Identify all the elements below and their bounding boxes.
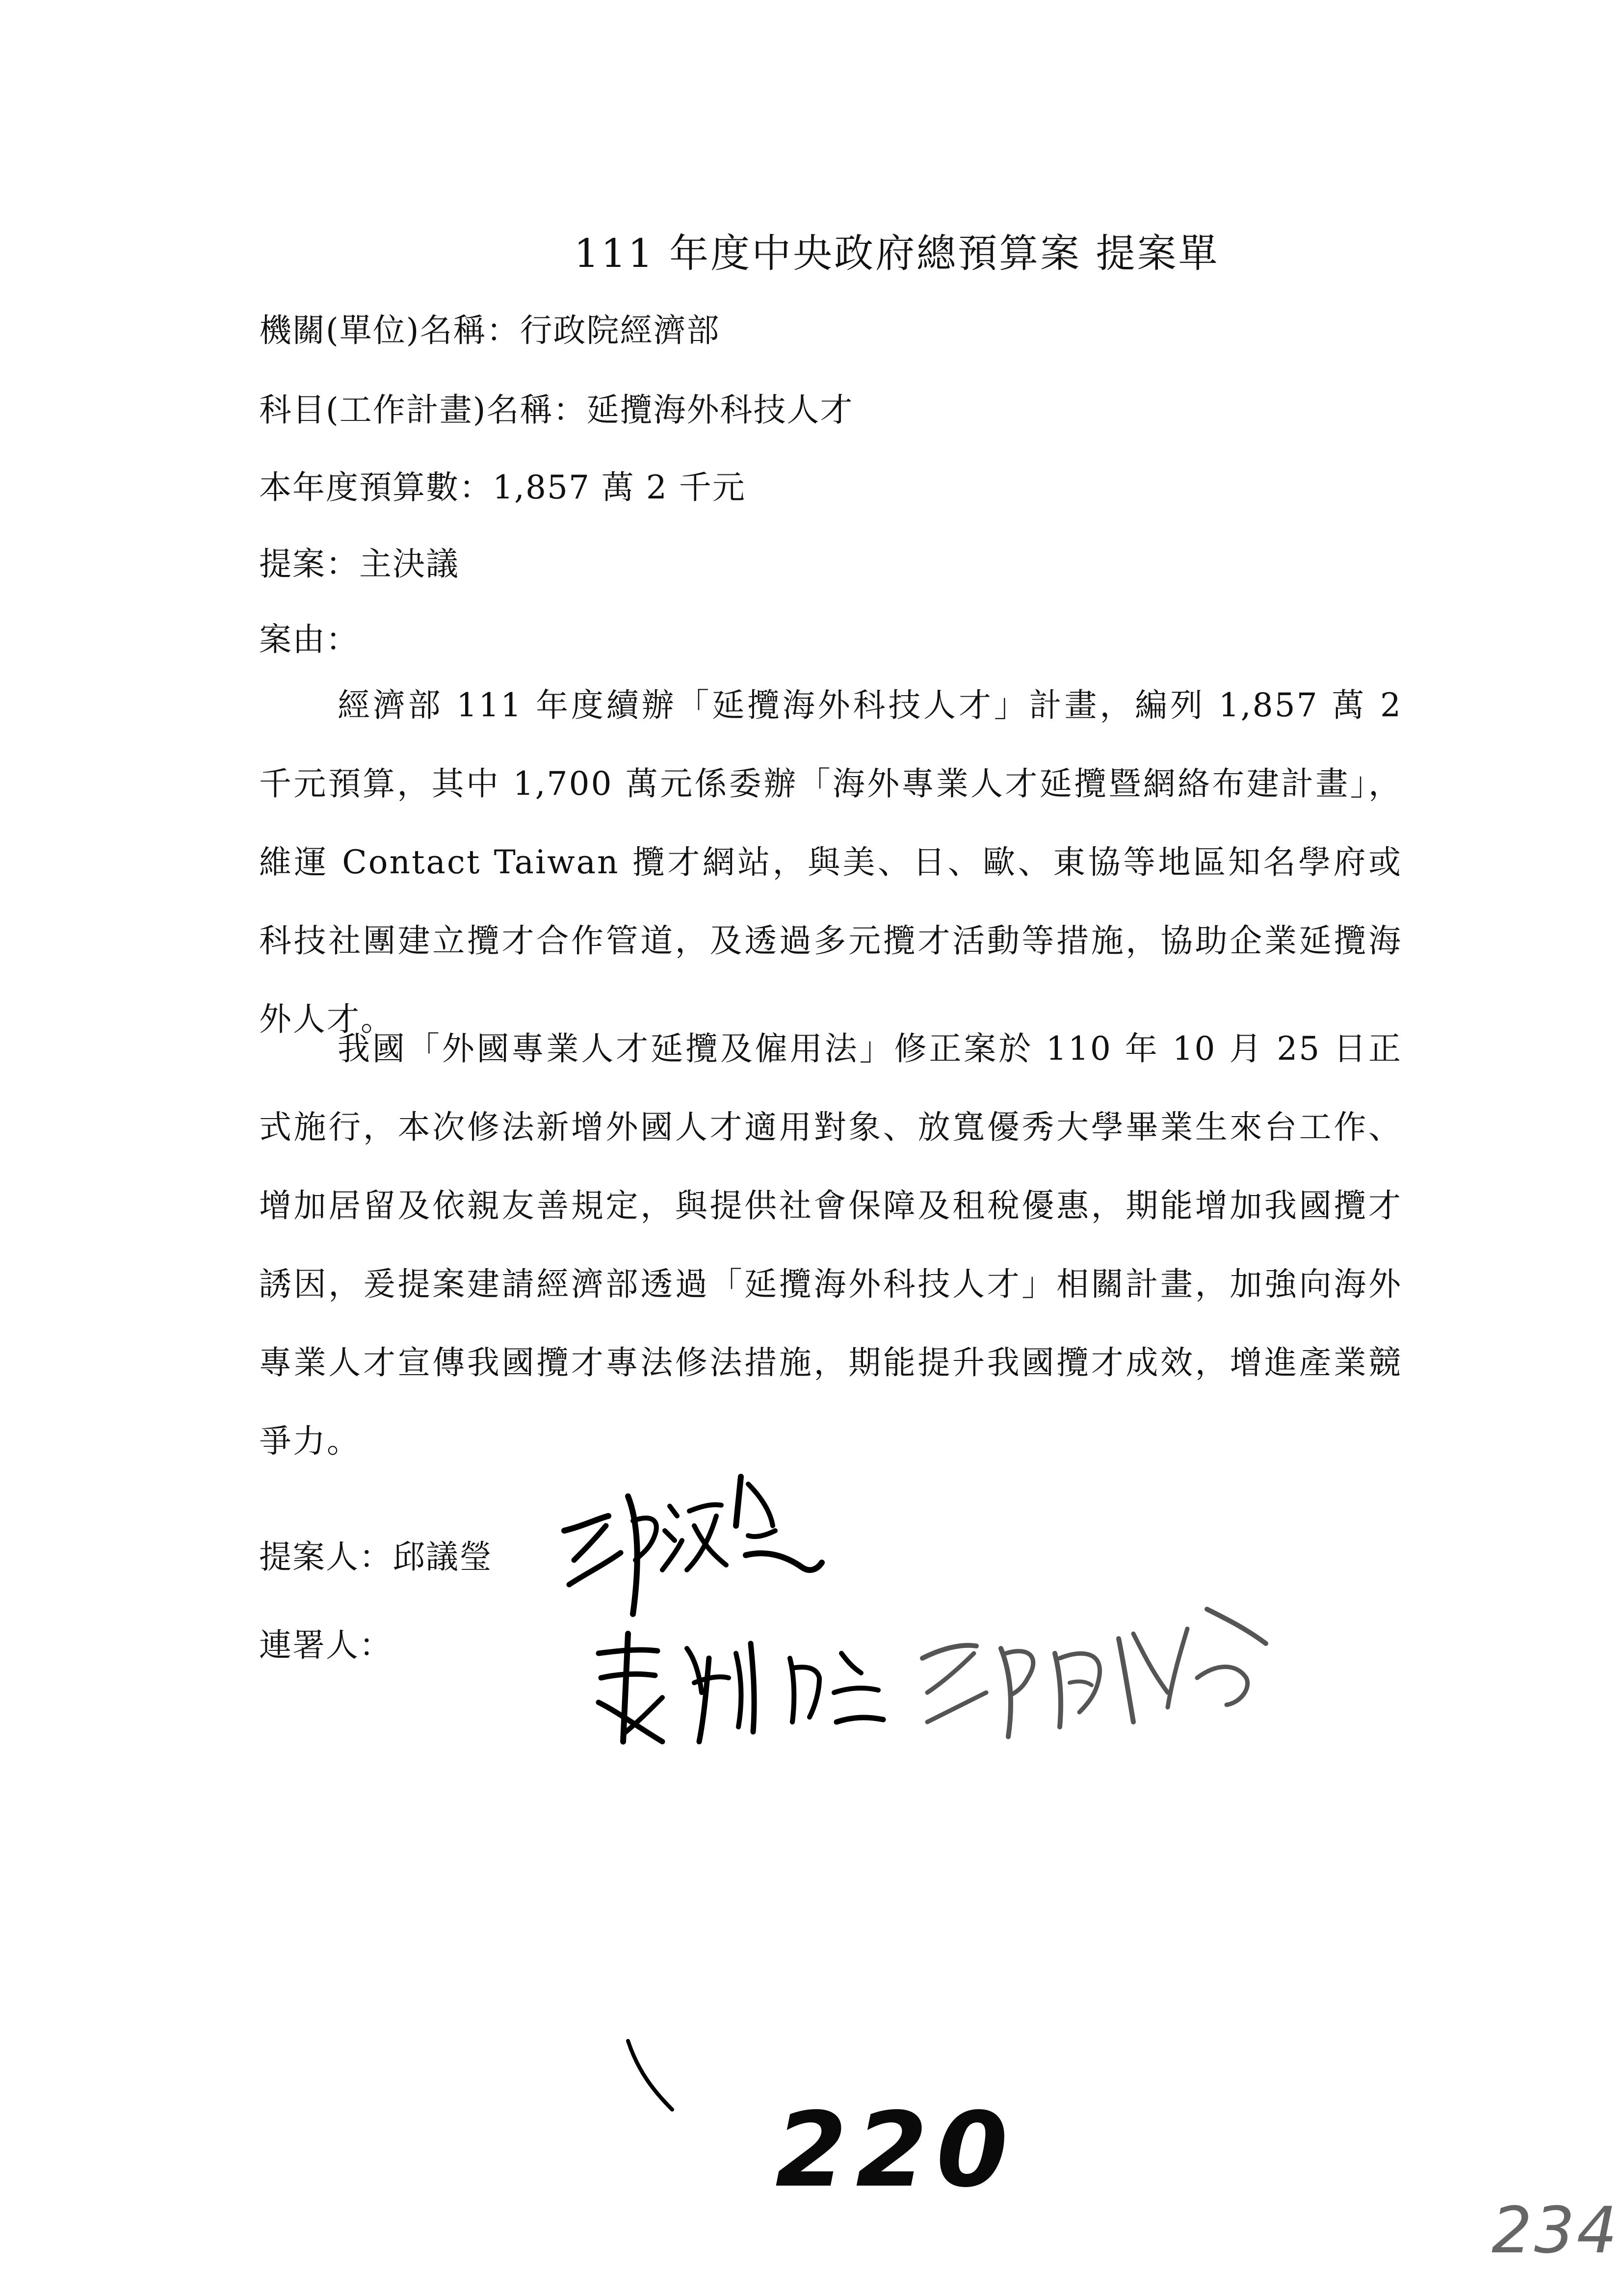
pen-mark-stroke <box>623 2036 682 2114</box>
agency-name-field: 機關(單位)名稱：行政院經濟部 <box>259 312 720 349</box>
proposer-signature <box>554 1467 829 1644</box>
cosigner-signature-2 <box>913 1599 1276 1747</box>
budget-amount-field: 本年度預算數：1,857 萬 2 千元 <box>259 469 746 506</box>
document-title: 111 年度中央政府總預算案 提案單 <box>574 231 1220 276</box>
subject-name-field: 科目(工作計畫)名稱：延攬海外科技人才 <box>259 391 854 429</box>
proposal-type-field: 提案：主決議 <box>259 545 459 583</box>
proposer-label: 提案人：邱議瑩 <box>259 1538 493 1576</box>
case-reason-heading: 案由： <box>259 621 359 658</box>
handwritten-page-number: 220 <box>775 2090 1017 2210</box>
corner-page-number: 234 <box>1492 2193 1620 2268</box>
case-paragraph-1: 經濟部 111 年度續辦「延攬海外科技人才」計畫，編列 1,857 萬 2 千元預算，其中 1,700 萬元係委辦「海外專業人才延攬暨網絡布建計畫」，維運 Contact Taiwan 攬才網站，與美、日、歐、東協等地區知名學府或科技社團建立攬才合作管道，及透過多元攬才活動等措施，協助企業延攬海外人才。 <box>259 686 1402 1038</box>
cosigner-signature-1 <box>589 1629 893 1756</box>
case-paragraph-2: 我國「外國專業人才延攬及僱用法」修正案於 110 年 10 月 25 日正式施行，本次修法新增外國人才適用對象、放寬優秀大學畢業生來台工作、增加居留及依親友善規定，與提供社會保障及租稅優惠，期能增加我國攬才誘因，爰提案建請經濟部透過「延攬海外科技人才」相關計畫，加強向海外專業人才宣傳我國攬才專法修法措施，期能提升我國攬才成效，增進產業競爭力。 <box>259 1030 1402 1460</box>
cosigner-label: 連署人： <box>259 1626 393 1664</box>
